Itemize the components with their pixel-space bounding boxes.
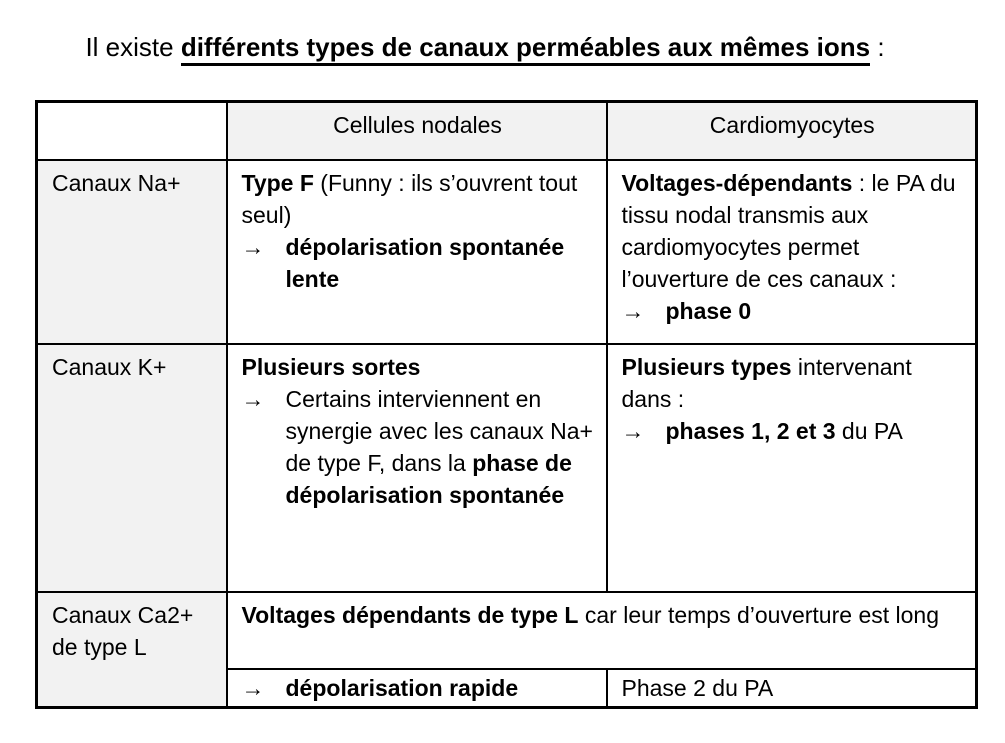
- bullet-item: [242, 383, 594, 511]
- bullet-item: [622, 295, 964, 327]
- page-title: [0, 30, 970, 64]
- paragraph: [242, 351, 594, 383]
- header-cell-empty: [37, 102, 227, 160]
- header-row: [37, 102, 977, 160]
- channels-table: [35, 100, 978, 709]
- bullet-text: [286, 383, 594, 511]
- bullet-text: [666, 415, 964, 447]
- title-emphasis: différents types de canaux perméables aux mêmes ions: [181, 32, 870, 66]
- bullet-text: phase 0: [665, 297, 752, 324]
- cell-ca-cardio: Phase 2 du PA: [607, 669, 977, 708]
- text-run-bold: Type F: [241, 169, 314, 196]
- cell-k-nodales: [227, 344, 607, 592]
- cell-ca-merged: [227, 592, 977, 669]
- row-canaux-k: [37, 344, 977, 592]
- row-label-canaux-ca: Canaux Ca2+ de type L: [37, 592, 227, 708]
- text-run: : le PA du tissu nodal transmis aux cardiomyocytes permet l’ouverture de ces canaux :: [621, 169, 956, 292]
- paragraph: [622, 351, 964, 415]
- text-run-bold: phase de dépolarisation spontanée: [285, 449, 572, 508]
- title-prefix: Il existe: [85, 32, 181, 62]
- header-cell-cellules-nodales: Cellules nodales: [227, 102, 607, 160]
- paragraph: [242, 599, 964, 631]
- text-run-bold: Plusieurs sortes: [241, 353, 421, 380]
- cell-na-cardio: [607, 160, 977, 344]
- text-run-bold: Voltages-dépendants: [621, 169, 853, 196]
- cell-ca-nodales: [227, 669, 607, 708]
- cell-na-nodales: [227, 160, 607, 344]
- arrow-bullet-icon: →: [241, 674, 264, 701]
- arrow-bullet-icon: →: [241, 233, 264, 260]
- text-run: du PA: [835, 417, 903, 444]
- bullet-text: dépolarisation spontanée lente: [285, 233, 565, 292]
- arrow-bullet-icon: →: [621, 297, 644, 324]
- text-run-bold: phases 1, 2 et 3: [665, 417, 836, 444]
- bullet-item: [242, 672, 594, 704]
- arrow-bullet-icon: →: [241, 385, 264, 412]
- row-label-canaux-na: Canaux Na+: [37, 160, 227, 344]
- text-run-bold: Plusieurs types: [621, 353, 792, 380]
- row-canaux-ca: [37, 592, 977, 669]
- title-suffix: :: [870, 32, 885, 62]
- row-canaux-na: [37, 160, 977, 344]
- arrow-bullet-icon: →: [621, 417, 644, 444]
- header-cell-cardiomyocytes: Cardiomyocytes: [607, 102, 977, 160]
- paragraph: [242, 167, 594, 231]
- cell-k-cardio: [607, 344, 977, 592]
- row-label-canaux-k: Canaux K+: [37, 344, 227, 592]
- text-run: (Funny : ils s’ouvrent tout seul): [241, 169, 578, 228]
- text-run: intervenant dans :: [621, 353, 912, 412]
- paragraph: [622, 167, 964, 295]
- text-run: car leur temps d’ouverture est long: [578, 601, 939, 628]
- bullet-item: [622, 415, 964, 447]
- bullet-item: [242, 231, 594, 295]
- text-run: Certains interviennent en synergie avec les canaux Na+ de type F, dans la: [285, 385, 593, 476]
- bullet-text: dépolarisation rapide: [285, 674, 519, 701]
- text-run-bold: Voltages dépendants de type L: [241, 601, 579, 628]
